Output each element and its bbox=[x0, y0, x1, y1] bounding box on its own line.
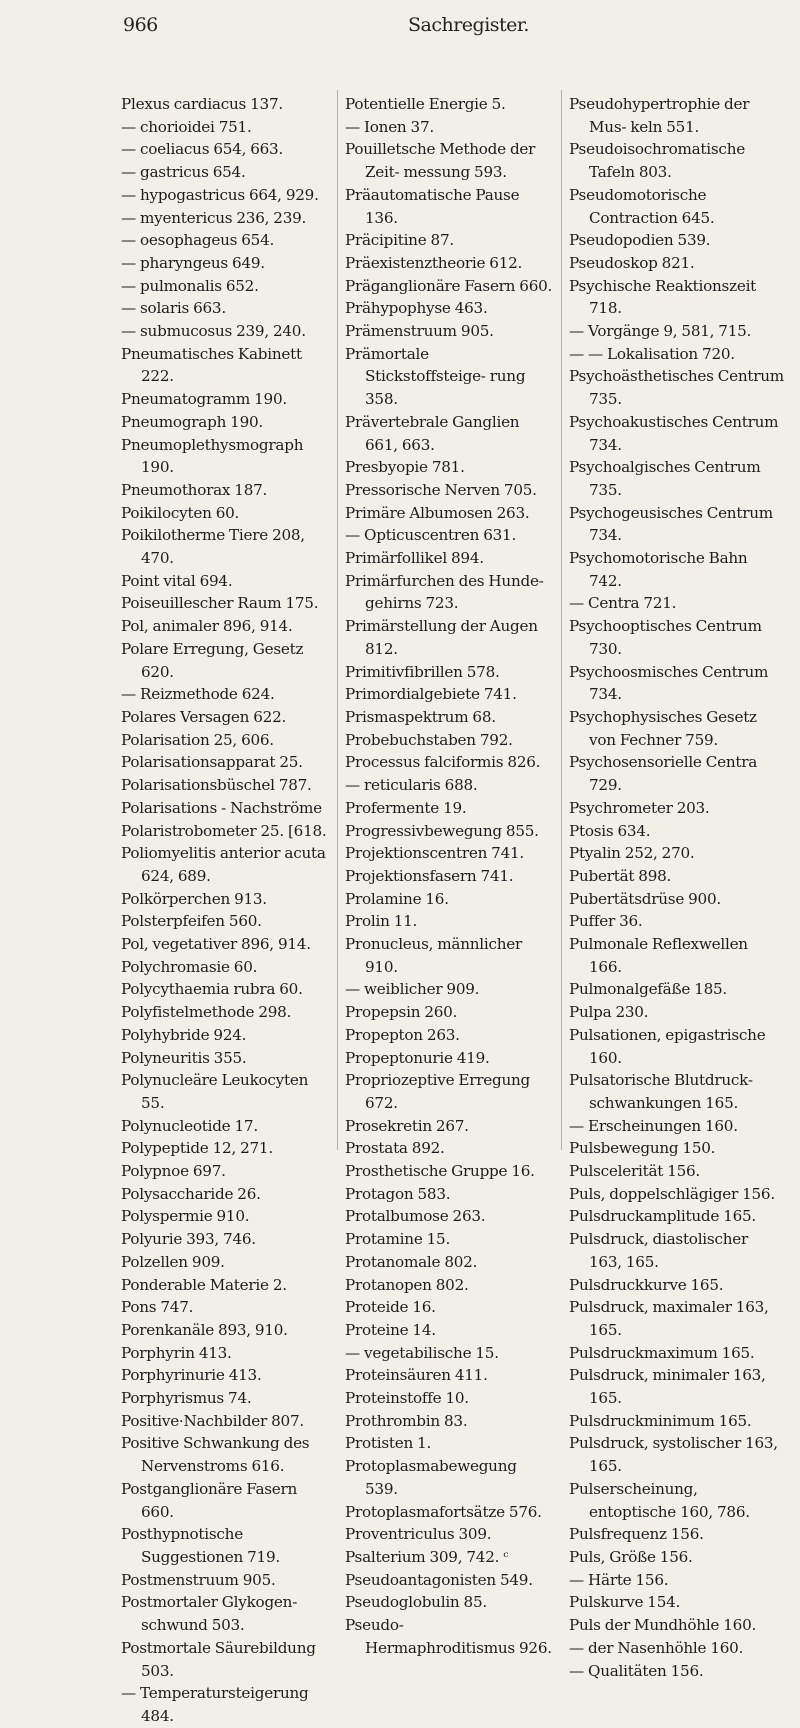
index-entry: Point vital 694. bbox=[121, 571, 233, 590]
index-entry: Polares Versagen 622. bbox=[121, 707, 287, 726]
index-entry: Proteine 14. bbox=[345, 1320, 436, 1339]
index-column-3 bbox=[569, 93, 784, 1682]
index-entry: — Härte 156. bbox=[569, 1570, 669, 1589]
index-entry: Porphyrin 413. bbox=[121, 1343, 232, 1362]
index-entry: Prämenstruum 905. bbox=[345, 322, 494, 341]
index-entry: Ponderable Materie 2. bbox=[121, 1275, 287, 1294]
index-entry: Polynucleäre Leukocyten 55. bbox=[121, 1071, 309, 1112]
index-entry: Polare Erregung, Gesetz 620. bbox=[121, 639, 304, 681]
index-entry: Primärfurchen des Hunde- gehirns 723. bbox=[345, 571, 544, 613]
index-entry: Postmenstruum 905. bbox=[121, 1570, 276, 1589]
index-entry: Protoplasmafortsätze 576. bbox=[345, 1502, 542, 1521]
index-entry: Polarisationsbüschel 787. bbox=[121, 776, 312, 795]
index-entry: Prothrombin 83. bbox=[345, 1411, 468, 1430]
page-number: 966 bbox=[123, 14, 158, 36]
index-entry: Pseudo-Hermaphroditismus 926. bbox=[345, 1616, 552, 1657]
index-entry: Präganglionäre Fasern 660. bbox=[345, 276, 553, 295]
index-entry: Polyspermie 910. bbox=[121, 1207, 250, 1226]
index-column-1 bbox=[121, 93, 329, 1728]
index-entry: Prosthetische Gruppe 16. bbox=[345, 1162, 535, 1181]
index-entry: Poikilocyten 60. bbox=[121, 503, 240, 522]
index-entry: Primäre Albumosen 263. bbox=[345, 503, 530, 522]
index-entry: Psychosensorielle Centra 729. bbox=[569, 753, 758, 795]
index-entry: Polarisations - Nachströme bbox=[121, 798, 322, 817]
index-entry: — Erscheinungen 160. bbox=[569, 1116, 738, 1135]
index-entry: Processus falciformis 826. bbox=[345, 753, 541, 772]
index-entry: Pseudoglobulin 85. bbox=[345, 1593, 487, 1612]
index-entry: Poiseuillescher Raum 175. bbox=[121, 594, 319, 613]
index-entry: Plexus cardiacus 137. bbox=[121, 95, 283, 113]
index-entry: Prostata 892. bbox=[345, 1139, 445, 1158]
index-entry: Pulskurve 154. bbox=[569, 1593, 681, 1612]
index-entry: Pseudomotorische Contraction 645. bbox=[569, 185, 715, 227]
index-entry: Pneumoplethysmograph 190. bbox=[121, 435, 304, 477]
index-entry: Pressorische Nerven 705. bbox=[345, 480, 537, 499]
index-entry: Potentielle Energie 5. bbox=[345, 95, 506, 113]
index-entry: Pulscelerität 156. bbox=[569, 1162, 701, 1181]
index-entry: Pulmonalgefäße 185. bbox=[569, 980, 728, 999]
index-entry: — myentericus 236, 239. bbox=[121, 208, 307, 227]
index-entry: Pons 747. bbox=[121, 1298, 194, 1317]
index-entry: Psalterium 309, 742. ᶜ bbox=[345, 1548, 509, 1566]
index-entry: Positive·Nachbilder 807. bbox=[121, 1411, 304, 1430]
index-entry: Psychophysisches Gesetz von Fechner 759. bbox=[569, 707, 757, 749]
index-entry: Poikilotherme Tiere 208, 470. bbox=[121, 526, 305, 568]
index-entry: — Centra 721. bbox=[569, 594, 677, 613]
index-entry: Pulserscheinung, entoptische 160, 786. bbox=[569, 1479, 750, 1521]
index-entry: Pseudopodien 539. bbox=[569, 231, 711, 250]
index-entry: Primordialgebiete 741. bbox=[345, 685, 517, 704]
index-entry: Poliomyelitis anterior acuta 624, 689. bbox=[121, 844, 326, 885]
index-entry: Polarisation 25, 606. bbox=[121, 730, 274, 749]
index-entry: — gastricus 654. bbox=[121, 163, 246, 182]
page-header bbox=[0, 14, 800, 44]
index-entry: Profermente 19. bbox=[345, 798, 467, 817]
index-entry: Polarisationsapparat 25. bbox=[121, 753, 303, 772]
index-entry: Protalbumose 263. bbox=[345, 1207, 486, 1226]
index-entry: Pulsdruck, maximaler 163, 165. bbox=[569, 1298, 769, 1339]
index-entry: Präautomatische Pause 136. bbox=[345, 185, 520, 227]
index-entry: Pulmonale Reflexwellen 166. bbox=[569, 935, 748, 976]
index-entry: Ptyalin 252, 270. bbox=[569, 844, 695, 863]
index-entry: Pulsationen, epigastrische 160. bbox=[569, 1025, 766, 1067]
index-entry: — pharyngeus 649. bbox=[121, 253, 265, 272]
index-entry: Prähypophyse 463. bbox=[345, 299, 488, 318]
index-entry: — oesophageus 654. bbox=[121, 231, 275, 250]
index-entry: Polzellen 909. bbox=[121, 1252, 225, 1271]
index-entry: Proteide 16. bbox=[345, 1298, 436, 1317]
index-entry: Proventriculus 309. bbox=[345, 1525, 492, 1544]
index-entry: — hypogastricus 664, 929. bbox=[121, 185, 319, 204]
index-entry: Polypeptide 12, 271. bbox=[121, 1139, 273, 1158]
index-entry: Psychoakustisches Centrum 734. bbox=[569, 412, 779, 454]
index-entry: Puls, doppelschlägiger 156. bbox=[569, 1184, 775, 1203]
index-entry: — Qualitäten 156. bbox=[569, 1661, 704, 1680]
index-entry: Puffer 36. bbox=[569, 912, 643, 931]
index-entry: Posthypnotische Suggestionen 719. bbox=[121, 1525, 280, 1566]
index-entry: Postmortaler Glykogen- schwund 503. bbox=[121, 1593, 298, 1635]
index-entry: Polsterpfeifen 560. bbox=[121, 912, 262, 931]
index-entry: Pulsdruck, minimaler 163, 165. bbox=[569, 1366, 766, 1408]
index-entry: Polyurie 393, 746. bbox=[121, 1230, 256, 1249]
index-entry: — Ionen 37. bbox=[345, 117, 434, 136]
index-entry: Primärstellung der Augen 812. bbox=[345, 617, 538, 658]
index-entry: Polyneuritis 355. bbox=[121, 1048, 247, 1067]
index-entry: — vegetabilische 15. bbox=[345, 1343, 499, 1362]
index-entry: Pol, vegetativer 896, 914. bbox=[121, 935, 311, 954]
index-entry: — submucosus 239, 240. bbox=[121, 322, 306, 341]
index-entry: Polysaccharide 26. bbox=[121, 1184, 261, 1203]
index-entry: Projektionsfasern 741. bbox=[345, 866, 514, 885]
index-entry: Pulsbewegung 150. bbox=[569, 1139, 716, 1158]
index-entry: Porenkanäle 893, 910. bbox=[121, 1320, 288, 1339]
index-entry: Propriozeptive Erregung 672. bbox=[345, 1071, 531, 1112]
index-entry: Primitivfibrillen 578. bbox=[345, 662, 500, 681]
index-entry: Pulsdruck, systolischer 163, 165. bbox=[569, 1434, 778, 1476]
index-entry: — Vorgänge 9, 581, 715. bbox=[569, 322, 752, 341]
index-entry: Prolin 11. bbox=[345, 912, 418, 931]
index-entry: Primärfollikel 894. bbox=[345, 549, 484, 568]
index-entry: Prolamine 16. bbox=[345, 889, 449, 908]
column-divider bbox=[561, 90, 562, 1150]
index-entry: Präexistenztheorie 612. bbox=[345, 253, 523, 272]
index-entry: Propepsin 260. bbox=[345, 1003, 458, 1022]
index-entry: — der Nasenhöhle 160. bbox=[569, 1638, 744, 1657]
index-entry: — reticularis 688. bbox=[345, 776, 478, 795]
index-entry: — pulmonalis 652. bbox=[121, 276, 259, 295]
index-entry: Pronucleus, männlicher 910. bbox=[345, 935, 523, 976]
index-column-2 bbox=[345, 93, 553, 1660]
index-entry: Proteinsäuren 411. bbox=[345, 1366, 488, 1385]
index-entry: Psychoalgisches Centrum 735. bbox=[569, 458, 761, 499]
index-entry: Pouilletsche Methode der Zeit- messung 593. bbox=[345, 140, 536, 182]
index-entry: Prämortale Stickstoffsteige- rung 358. bbox=[345, 344, 526, 409]
index-entry: Puls, Größe 156. bbox=[569, 1548, 693, 1566]
index-entry: Positive Schwankung des Nervenstroms 616. bbox=[121, 1434, 310, 1476]
index-entry: Pseudoskop 821. bbox=[569, 253, 695, 272]
index-entry: Pulpa 230. bbox=[569, 1003, 649, 1022]
index-entry: Pseudoantagonisten 549. bbox=[345, 1570, 533, 1589]
index-entry: Polkörperchen 913. bbox=[121, 889, 267, 908]
index-entry: Propepton 263. bbox=[345, 1025, 460, 1044]
index-entry: Prosekretin 267. bbox=[345, 1116, 469, 1135]
index-entry: Polynucleotide 17. bbox=[121, 1116, 258, 1135]
index-entry: Protagon 583. bbox=[345, 1184, 451, 1203]
index-entry: Progressivbewegung 855. bbox=[345, 821, 539, 840]
index-entry: Protisten 1. bbox=[345, 1434, 432, 1453]
index-entry: Pneumograph 190. bbox=[121, 412, 263, 431]
index-entry: Polyhybride 924. bbox=[121, 1025, 247, 1044]
index-entry: Pulsdruckamplitude 165. bbox=[569, 1207, 757, 1226]
index-entry: Polaristrobometer 25. [618. bbox=[121, 821, 327, 840]
index-entry: Psychooptisches Centrum 730. bbox=[569, 617, 762, 658]
index-entry: — Reizmethode 624. bbox=[121, 685, 275, 704]
index-entry: Ptosis 634. bbox=[569, 821, 651, 840]
index-entry: Pulsdruckmaximum 165. bbox=[569, 1343, 755, 1362]
index-entry: Pulsdruck, diastolischer 163, 165. bbox=[569, 1230, 748, 1271]
index-entry: Pneumatogramm 190. bbox=[121, 390, 287, 409]
index-entry: Postganglionäre Fasern 660. bbox=[121, 1479, 298, 1521]
index-entry: Präcipitine 87. bbox=[345, 231, 454, 250]
index-entry: Protoplasmabewegung 539. bbox=[345, 1457, 517, 1498]
index-entry: Prismaspektrum 68. bbox=[345, 707, 496, 726]
index-entry: Protamine 15. bbox=[345, 1230, 451, 1249]
index-entry: Pubertätsdrüse 900. bbox=[569, 889, 721, 908]
index-entry: Probebuchstaben 792. bbox=[345, 730, 513, 749]
index-entry: Psychomotorische Bahn 742. bbox=[569, 549, 748, 590]
index-entry: — — Lokalisation 720. bbox=[569, 344, 735, 363]
index-entry: Pulsdruckminimum 165. bbox=[569, 1411, 752, 1430]
index-entry: Psychische Reaktionszeit 718. bbox=[569, 276, 757, 318]
index-entry: Pseudoisochromatische Tafeln 803. bbox=[569, 140, 745, 182]
index-entry: Polycythaemia rubra 60. bbox=[121, 980, 303, 999]
index-entry: Pol, animaler 896, 914. bbox=[121, 617, 293, 636]
index-entry: Psychrometer 203. bbox=[569, 798, 710, 817]
index-entry: Polychromasie 60. bbox=[121, 957, 258, 976]
index-entry: — solaris 663. bbox=[121, 299, 226, 318]
index-entry: Porphyrinurie 413. bbox=[121, 1366, 262, 1385]
index-entry: Pubertät 898. bbox=[569, 866, 672, 885]
index-entry: Postmortale Säurebildung 503. bbox=[121, 1638, 316, 1680]
column-divider bbox=[337, 90, 338, 1150]
index-entry: Pseudohypertrophie der Mus- keln 551. bbox=[569, 95, 750, 136]
index-entry: Proteinstoffe 10. bbox=[345, 1389, 469, 1408]
index-entry: Psychoosmisches Centrum 734. bbox=[569, 662, 769, 704]
index-entry: Porphyrismus 74. bbox=[121, 1389, 252, 1408]
running-title: Sachregister. bbox=[408, 14, 529, 36]
index-entry: Puls der Mundhöhle 160. bbox=[569, 1616, 757, 1635]
index-entry: Psychogeusisches Centrum 734. bbox=[569, 503, 773, 545]
index-entry: Pneumatisches Kabinett 222. bbox=[121, 344, 302, 386]
index-entry: Pulsdruckkurve 165. bbox=[569, 1275, 724, 1294]
index-entry: — coeliacus 654, 663. bbox=[121, 140, 284, 159]
index-entry: — Opticuscentren 631. bbox=[345, 526, 517, 545]
index-entry: Projektionscentren 741. bbox=[345, 844, 525, 863]
index-entry: Presbyopie 781. bbox=[345, 458, 465, 477]
index-entry: — chorioidei 751. bbox=[121, 117, 252, 136]
index-entry: Pulsfrequenz 156. bbox=[569, 1525, 704, 1544]
index-entry: Pneumothorax 187. bbox=[121, 480, 268, 499]
index-entry: Polyfistelmethode 298. bbox=[121, 1003, 292, 1022]
index-entry: Propeptonurie 419. bbox=[345, 1048, 490, 1067]
index-entry: Prävertebrale Ganglien 661, 663. bbox=[345, 412, 520, 454]
index-entry: Protanopen 802. bbox=[345, 1275, 469, 1294]
index-entry: — Temperatursteigerung 484. bbox=[121, 1684, 309, 1725]
index-entry: Psychoästhetisches Centrum 735. bbox=[569, 367, 784, 409]
index-entry: Polypnoe 697. bbox=[121, 1162, 226, 1181]
index-entry: — weiblicher 909. bbox=[345, 980, 480, 999]
index-entry: Pulsatorische Blutdruck- schwankungen 165. bbox=[569, 1071, 753, 1112]
index-entry: Protanomale 802. bbox=[345, 1252, 478, 1271]
